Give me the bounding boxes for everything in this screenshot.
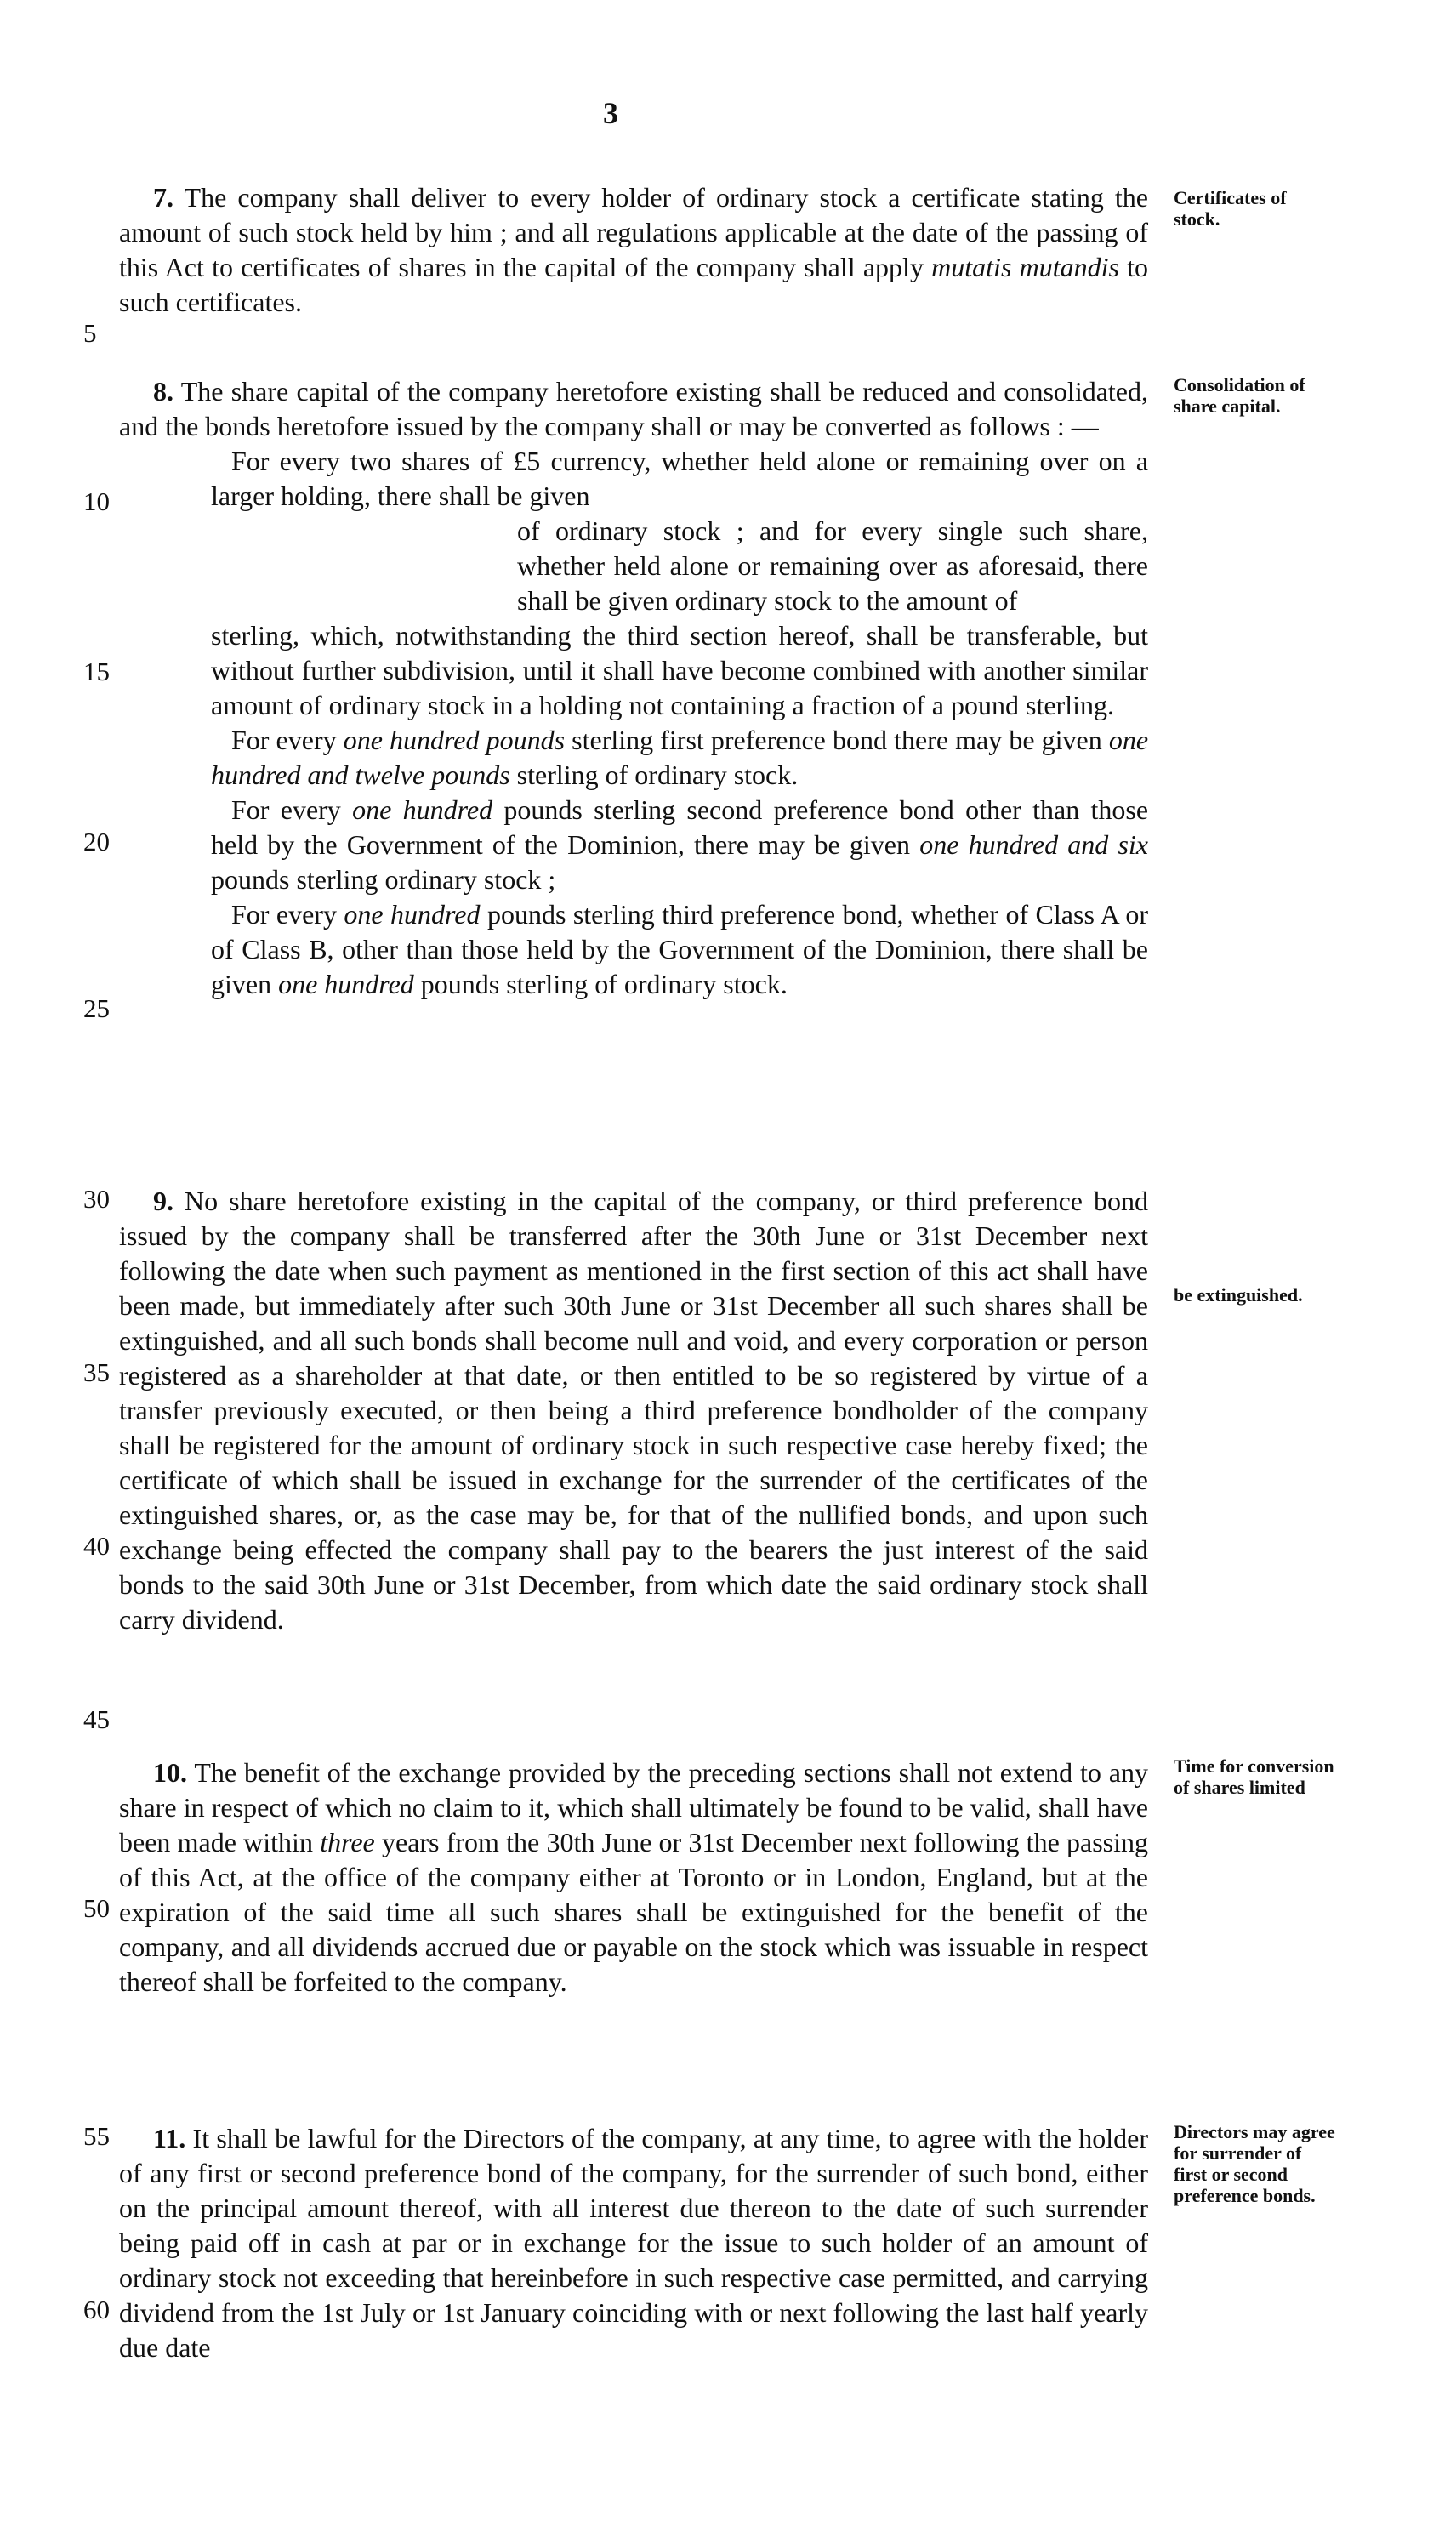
margin-note-consolidation: Consolidation of share capital. bbox=[1174, 374, 1305, 417]
line-number: 45 bbox=[83, 1704, 110, 1734]
section-8-clause-4a: For every bbox=[231, 899, 337, 930]
section-8-clause-3b: pounds sterling second preference bond other than those held by the Government of the Dominion, there may be given bbox=[211, 794, 1149, 860]
section-9-body: No share heretofore existing in the capital of the company, or third preference bond issued by the company shall be transferred after the 30th June or 31st December next following the date when such payment as mentioned in the first section of this act shall have been made, but immediately after such 30th June or 31st December all such shares shall be extinguished, and all such bonds shall become null and void, and every corporation or person registered as a shareholder at that date, or then entitled to be so registered by virtue of a transfer previously executed, or then being a third preference bondholder of the company shall be registered for the amount of ordinary stock in such respective case hereby fixed; the certificate of which shall be issued in exchange for the surrender of the certificates of the extinguished shares, or, as the case may be, for that of the nullified bonds, and upon such exchange being effected the company shall pay to the bearers the just interest of the said bonds to the said 30th June or 31st December, from which date the said ordinary stock shall carry dividend. bbox=[119, 1186, 1149, 1635]
section-8 bbox=[119, 374, 1148, 1002]
section-8-clause-1a: For every two shares of £5 currency, whether held alone or remaining over on a larger holding, there shall be given bbox=[211, 446, 1148, 511]
section-7-body: The company shall deliver to every holder of ordinary stock a certificate stating the amount of such stock held by him ; and all regulations applicable at the date of the passing of this Act to certificates of shares in the capital of the company shall apply bbox=[119, 182, 1149, 282]
section-8-clauses bbox=[119, 444, 1148, 1002]
section-8-clause-3-italic-2: one hundred and six bbox=[919, 829, 1149, 860]
section-10-number: 10. bbox=[153, 1757, 187, 1788]
section-8-clause-4b: pounds sterling third preference bond, whether of Class A or of Class B, other than those held by the Government of the Dominion, there shall be given bbox=[211, 899, 1149, 999]
section-8-clause-3-italic-1: one hundred bbox=[352, 794, 493, 825]
line-number: 40 bbox=[83, 1531, 110, 1561]
line-number: 25 bbox=[83, 993, 110, 1023]
section-11-number: 11. bbox=[153, 2123, 186, 2153]
section-10-body-a: The benefit of the exchange provided by the preceding sections shall not extend to any share in respect of which no claim to it, which shall ultimately be found to be valid, shall have been made within bbox=[119, 1757, 1149, 1857]
margin-note-certificates: Certificates of stock. bbox=[1174, 187, 1287, 230]
section-8-clause-2c: sterling of ordinary stock. bbox=[516, 759, 799, 790]
line-number: 15 bbox=[83, 657, 110, 686]
section-8-clause-2b: sterling first preference bond there may be given bbox=[572, 725, 1102, 755]
section-8-clause-4c: pounds sterling of ordinary stock. bbox=[420, 969, 788, 999]
section-8-intro: The share capital of the company heretofore existing shall be reduced and consolidated, and the bonds heretofore issued by the company shall or may be converted as follows : — bbox=[119, 376, 1149, 441]
section-8-clause-2-italic-1: one hundred pounds bbox=[343, 725, 566, 755]
section-8-number: 8. bbox=[153, 376, 173, 407]
line-number: 30 bbox=[83, 1184, 110, 1214]
margin-note-directors: Directors may agree for surrender of first or second preference bonds. bbox=[1174, 2121, 1335, 2206]
section-10 bbox=[119, 1755, 1148, 2000]
section-10-body-b: years from the 30th June or 31st December next following the passing of this Act, at the office of the company either at Toronto or in London, England, but at the expiration of the said time all such shares shall be extinguished for the benefit of the company, and all dividends accrued due or payable on the stock which was issuable in respect thereof shall be forfeited to the company. bbox=[119, 1827, 1149, 1997]
section-9-number: 9. bbox=[153, 1186, 173, 1216]
section-8-clause-3c: pounds sterling ordinary stock ; bbox=[211, 864, 556, 895]
section-8-clause-1c: sterling, which, notwithstanding the third section hereof, shall be transferable, but without further subdivision, until it shall have become combined with another similar amount of ordinary stock in a holding not containing a fraction of a pound sterling. bbox=[211, 620, 1148, 720]
section-7-tail: to such certificates. bbox=[119, 252, 1149, 317]
section-8-clause-2-italic-2: one hundred and twelve pounds bbox=[211, 725, 1149, 790]
line-number: 55 bbox=[83, 2121, 110, 2151]
section-7 bbox=[119, 180, 1148, 320]
section-7-italic: mutatis mutandis bbox=[931, 252, 1119, 282]
line-number: 60 bbox=[83, 2295, 110, 2324]
line-number: 50 bbox=[83, 1893, 110, 1923]
section-11-body: It shall be lawful for the Directors of the company, at any time, to agree with the holder of any first or second preference bond of the company, for the surrender of such bond, either on the principal amount thereof, with all interest due thereon to the date of such surrender being paid off in cash at par or in exchange for the issue to such holder of an amount of ordinary stock not exceeding that hereinbefore in such respective case permitted, and carrying dividend from the 1st July or 1st January coinciding with or next following the last half yearly due date bbox=[119, 2123, 1149, 2363]
section-11 bbox=[119, 2121, 1148, 2365]
section-7-number: 7. bbox=[153, 182, 173, 213]
line-number: 10 bbox=[83, 486, 110, 516]
page-number: 3 bbox=[603, 96, 618, 130]
section-10-italic: three bbox=[320, 1827, 375, 1857]
section-9 bbox=[119, 1184, 1148, 1637]
line-number: 20 bbox=[83, 827, 110, 856]
margin-note-time-limited: Time for conversion of shares limited bbox=[1174, 1755, 1334, 1798]
section-8-clause-2a: For every bbox=[231, 725, 337, 755]
section-8-clause-4-italic-1: one hundred bbox=[344, 899, 481, 930]
line-number: 35 bbox=[83, 1357, 110, 1387]
margin-note-extinguished: be extinguished. bbox=[1174, 1284, 1303, 1306]
section-8-clause-3a: For every bbox=[231, 794, 341, 825]
section-8-clause-4-italic-2: one hundred bbox=[278, 969, 414, 999]
section-8-clause-1b: of ordinary stock ; and for every single such share, whether held alone or remaining over as aforesaid, there shall be given ordinary stock to the amount of bbox=[517, 515, 1148, 616]
line-number: 5 bbox=[83, 318, 97, 348]
